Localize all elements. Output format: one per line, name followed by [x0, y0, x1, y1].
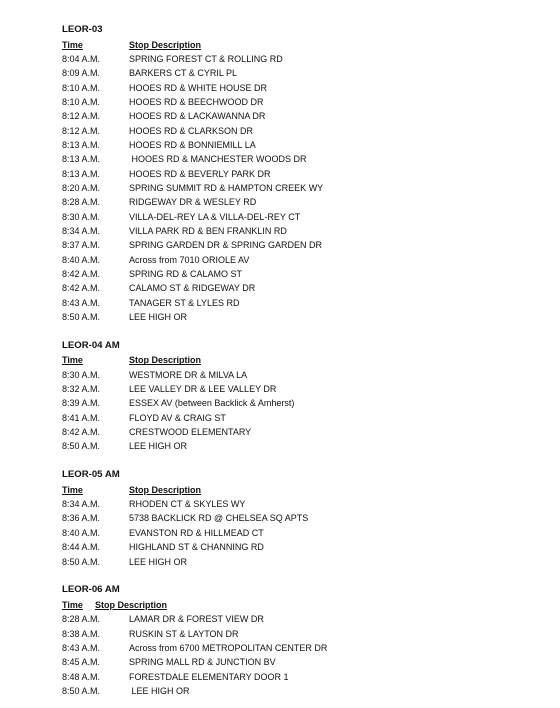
stop-time: 8:41 A.M. — [62, 412, 101, 423]
schedule-row — [62, 382, 542, 396]
stop-time: 8:38 A.M. — [62, 628, 101, 639]
stop-description: ESSEX AV (between Backlick & Amherst) — [129, 398, 295, 409]
schedule-row — [62, 124, 542, 138]
stop-description: RIDGEWAY DR & WESLEY RD — [129, 197, 257, 208]
stop-description: HOOES RD & BEVERLY PARK DR — [129, 168, 271, 179]
column-header-row — [62, 598, 542, 612]
stop-description: SPRING FOREST CT & ROLLING RD — [129, 53, 283, 64]
stop-time: 8:12 A.M. — [62, 125, 101, 136]
column-header-row — [62, 38, 542, 52]
stop-description: RUSKIN ST & LAYTON DR — [129, 628, 239, 639]
stop-time: 8:30 A.M. — [62, 211, 101, 222]
schedule-row — [62, 368, 542, 382]
stop-description: HOOES RD & BONNIEMILL LA — [129, 139, 256, 150]
stop-description: HOOES RD & MANCHESTER WOODS DR — [129, 154, 307, 165]
schedule-row — [62, 253, 542, 267]
schedule-row — [62, 555, 542, 569]
stop-time: 8:34 A.M. — [62, 225, 101, 236]
stop-description: LEE HIGH OR — [129, 312, 188, 323]
stop-description: HOOES RD & LACKAWANNA DR — [129, 111, 266, 122]
stop-description: WESTMORE DR & MILVA LA — [129, 369, 248, 380]
stop-time: 8:12 A.M. — [62, 111, 101, 122]
stop-description-column-header: Stop Description — [129, 355, 202, 366]
stop-time: 8:10 A.M. — [62, 82, 101, 93]
stop-description: Across from 6700 METROPOLITAN CENTER DR — [129, 642, 328, 653]
schedule-row — [62, 511, 542, 525]
schedule-row — [62, 95, 542, 109]
schedule-row — [62, 655, 542, 669]
stop-time: 8:48 A.M. — [62, 671, 101, 682]
stop-time: 8:28 A.M. — [62, 197, 101, 208]
stop-time: 8:45 A.M. — [62, 657, 101, 668]
stop-description: LEE HIGH OR — [129, 556, 188, 567]
stop-time: 8:39 A.M. — [62, 398, 101, 409]
stop-description: SPRING SUMMIT RD & HAMPTON CREEK WY — [129, 182, 324, 193]
schedule-row — [62, 210, 542, 224]
stop-description: LEE VALLEY DR & LEE VALLEY DR — [129, 384, 277, 395]
stop-time: 8:43 A.M. — [62, 642, 101, 653]
stop-time: 8:42 A.M. — [62, 283, 101, 294]
schedule-row — [62, 267, 542, 281]
schedule-row — [62, 627, 542, 641]
stop-time: 8:50 A.M. — [62, 685, 101, 696]
route-section-leor-05-am — [62, 468, 542, 569]
schedule-row — [62, 66, 542, 80]
schedule-row — [62, 224, 542, 238]
stop-time: 8:42 A.M. — [62, 427, 101, 438]
stop-time: 8:28 A.M. — [62, 614, 101, 625]
stop-description: HOOES RD & BEECHWOOD DR — [129, 96, 264, 107]
schedule-row — [62, 684, 542, 698]
stop-time: 8:50 A.M. — [62, 556, 101, 567]
schedule-row — [62, 526, 542, 540]
stop-description: TANAGER ST & LYLES RD — [129, 297, 240, 308]
stop-description: SPRING RD & CALAMO ST — [129, 269, 243, 279]
stop-time: 8:43 A.M. — [62, 297, 101, 308]
stop-time: 8:30 A.M. — [62, 369, 101, 380]
stop-description: Across from 7010 ORIOLE AV — [129, 254, 250, 265]
stop-time: 8:36 A.M. — [62, 513, 101, 524]
stop-description-column-header: Stop Description — [129, 39, 202, 50]
schedule-row — [62, 52, 542, 66]
stop-description: FORESTDALE ELEMENTARY DOOR 1 — [129, 671, 289, 682]
schedule-row — [62, 167, 542, 181]
stop-time: 8:50 A.M. — [62, 441, 101, 452]
stop-description: HOOES RD & CLARKSON DR — [129, 125, 254, 136]
time-column-header: Time — [62, 484, 83, 495]
route-title: LEOR-03 — [62, 24, 103, 35]
schedule-row — [62, 439, 542, 453]
stop-description: HIGHLAND ST & CHANNING RD — [129, 542, 264, 553]
stop-description: HOOES RD & WHITE HOUSE DR — [129, 82, 268, 93]
schedule-row — [62, 540, 542, 554]
schedule-row — [62, 152, 542, 166]
route-title: LEOR-05 AM — [62, 469, 120, 481]
stop-time: 8:09 A.M. — [62, 68, 101, 79]
stop-description: 5738 BACKLICK RD @ CHELSEA SQ APTS — [129, 513, 309, 524]
schedule-row — [62, 310, 542, 324]
schedule-row — [62, 81, 542, 95]
stop-time: 8:44 A.M. — [62, 542, 101, 553]
stop-time: 8:42 A.M. — [62, 269, 101, 279]
schedule-row — [62, 238, 542, 252]
stop-description: BARKERS CT & CYRIL PL — [129, 68, 238, 79]
stop-description: VILLA-DEL-REY LA & VILLA-DEL-REY CT — [129, 211, 301, 222]
stop-time: 8:32 A.M. — [62, 384, 101, 395]
time-column-header: Time — [62, 599, 83, 610]
stop-time: 8:04 A.M. — [62, 53, 101, 64]
stop-time: 8:50 A.M. — [62, 312, 101, 323]
stop-description: LEE HIGH OR — [129, 685, 190, 696]
schedule-row — [62, 296, 542, 310]
schedule-row — [62, 138, 542, 152]
route-title: LEOR-06 AM — [62, 584, 120, 596]
bus-schedule-document — [62, 23, 542, 698]
schedule-row — [62, 181, 542, 195]
route-title: LEOR-04 AM — [62, 339, 120, 351]
schedule-row — [62, 425, 542, 439]
schedule-row — [62, 612, 542, 626]
schedule-row — [62, 670, 542, 684]
stop-description-column-header: Stop Description — [129, 484, 202, 495]
stop-time: 8:37 A.M. — [62, 240, 101, 251]
column-header-row — [62, 353, 542, 367]
stop-time: 8:20 A.M. — [62, 182, 101, 193]
schedule-row — [62, 641, 542, 655]
route-section-leor-04-am — [62, 339, 542, 454]
schedule-row — [62, 281, 542, 295]
stop-time: 8:13 A.M. — [62, 154, 101, 165]
stop-description: SPRING MALL RD & JUNCTION BV — [129, 657, 276, 668]
schedule-row — [62, 497, 542, 511]
stop-time: 8:40 A.M. — [62, 254, 101, 265]
time-column-header: Time — [62, 355, 83, 366]
stop-time: 8:13 A.M. — [62, 139, 101, 150]
stop-time: 8:10 A.M. — [62, 96, 101, 107]
stop-description: FLOYD AV & CRAIG ST — [129, 412, 226, 423]
stop-description: LEE HIGH OR — [129, 441, 188, 452]
stop-description: CALAMO ST & RIDGEWAY DR — [129, 283, 256, 294]
stop-description: VILLA PARK RD & BEN FRANKLIN RD — [129, 225, 287, 236]
schedule-row — [62, 195, 542, 209]
schedule-row — [62, 109, 542, 123]
route-section-leor-03 — [62, 23, 542, 324]
stop-description: EVANSTON RD & HILLMEAD CT — [129, 527, 264, 538]
route-section-leor-06-am — [62, 583, 542, 698]
stop-time: 8:40 A.M. — [62, 527, 101, 538]
stop-description: RHODEN CT & SKYLES WY — [129, 499, 246, 510]
schedule-row — [62, 396, 542, 410]
stop-description: LAMAR DR & FOREST VIEW DR — [129, 614, 264, 625]
stop-description: SPRING GARDEN DR & SPRING GARDEN DR — [129, 240, 323, 251]
stop-time: 8:34 A.M. — [62, 499, 101, 510]
schedule-row — [62, 411, 542, 425]
stop-description: CRESTWOOD ELEMENTARY — [129, 427, 252, 438]
time-column-header: Time — [62, 39, 83, 50]
column-header-row — [62, 483, 542, 497]
stop-description-column-header: Stop Description — [95, 599, 168, 610]
stop-time: 8:13 A.M. — [62, 168, 101, 179]
